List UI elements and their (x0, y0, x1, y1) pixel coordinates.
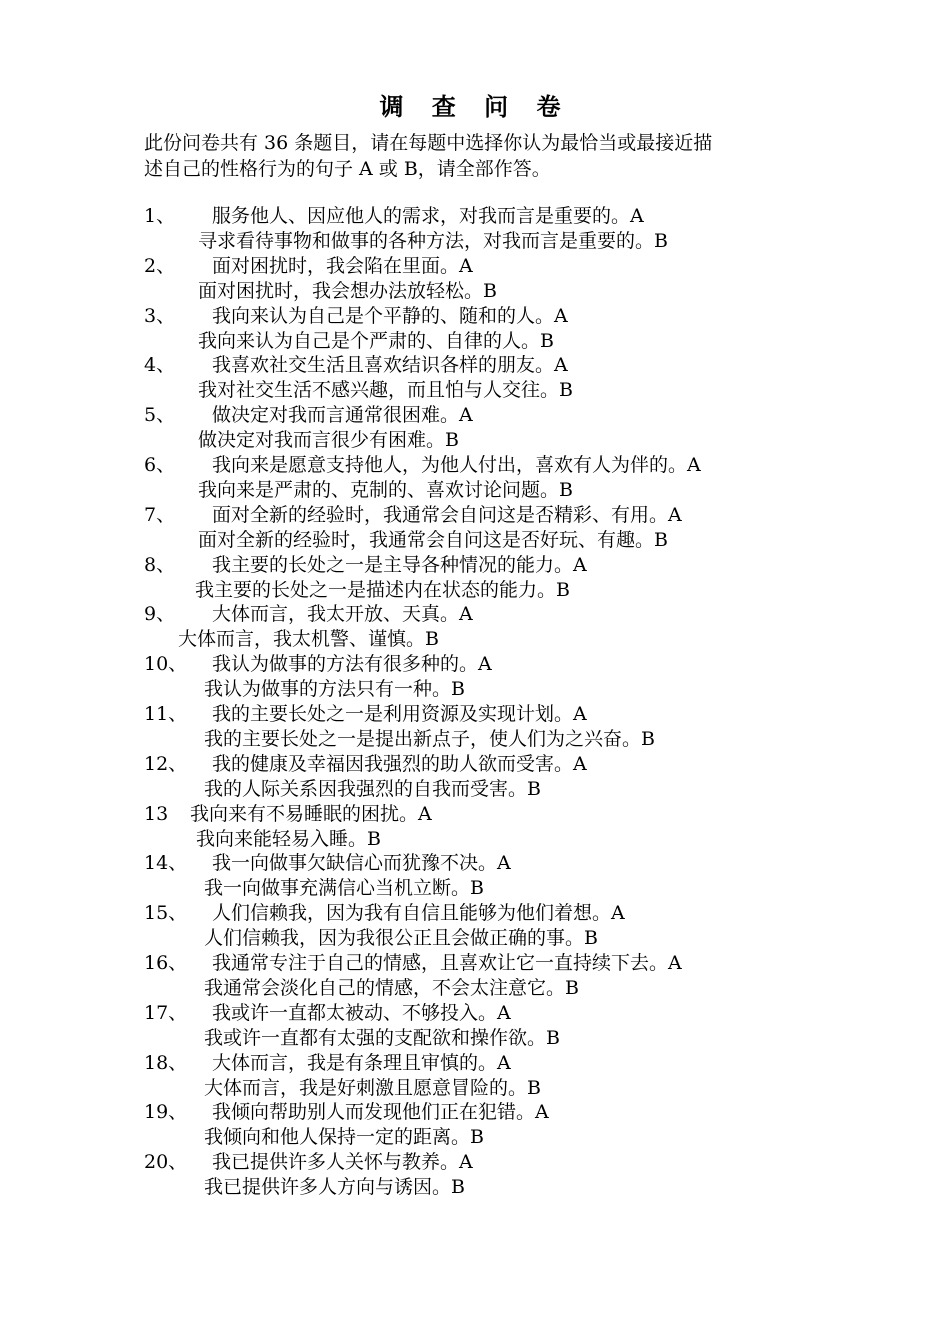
option-b-text: 我的人际关系因我强烈的自我而受害。B (204, 777, 541, 800)
question-number: 1、 (144, 205, 176, 227)
question-number: 17、 (144, 1001, 188, 1024)
option-a-text: 大体而言，我太开放、天真。A (212, 603, 473, 626)
option-a-text: 我倾向帮助别人而发现他们正在犯错。A (212, 1101, 549, 1124)
option-b-text: 我通常会淡化自己的情感，不会太注意它。B (204, 976, 579, 999)
option-a-text: 人们信赖我，因为我有自信且能够为他们着想。A (212, 902, 625, 925)
option-b-text: 我主要的长处之一是描述内在状态的能力。B (195, 578, 570, 601)
option-b-text: 我已提供许多人方向与诱因。B (204, 1176, 465, 1199)
page-title: 调 查 问 卷 (379, 92, 571, 121)
option-b-text: 我向来是严肃的、克制的、喜欢讨论问题。B (198, 478, 573, 501)
instructions (144, 130, 824, 182)
option-b-text: 我对社交生活不感兴趣，而且怕与人交往。B (198, 379, 573, 402)
option-b-text: 我倾向和他人保持一定的距离。B (204, 1126, 484, 1149)
option-b-text: 我向来认为自己是个严肃的、自律的人。B (198, 329, 554, 352)
option-a-text: 我或许一直都太被动、不够投入。A (212, 1001, 511, 1024)
question-number: 20、 (144, 1151, 188, 1174)
option-a-text: 面对困扰时，我会陷在里面。A (212, 254, 473, 277)
question-number: 2、 (144, 254, 176, 277)
option-a-text: 面对全新的经验时，我通常会自问这是否精彩、有用。A (212, 503, 682, 526)
question-number: 9、 (144, 603, 176, 626)
option-b-text: 人们信赖我，因为我很公正且会做正确的事。B (204, 927, 598, 950)
option-a-text: 做决定对我而言通常很困难。A (212, 404, 473, 427)
question-number: 13 (144, 802, 169, 825)
question-number: 11、 (144, 703, 188, 725)
option-b-text: 做决定对我而言很少有困难。B (198, 429, 459, 452)
option-a-text: 我的主要长处之一是利用资源及实现计划。A (212, 703, 587, 725)
option-b-text: 我或许一直都有太强的支配欲和操作欲。B (204, 1026, 560, 1049)
question-number: 6、 (144, 454, 176, 476)
option-a-text: 服务他人、因应他人的需求，对我而言是重要的。A (212, 205, 644, 227)
question-number: 18、 (144, 1051, 188, 1074)
question-number: 15、 (144, 902, 188, 925)
option-a-text: 我的健康及幸福因我强烈的助人欲而受害。A (212, 752, 587, 775)
option-b-text: 我认为做事的方法只有一种。B (204, 678, 465, 701)
question-number: 12、 (144, 752, 188, 775)
option-a-text: 我通常专注于自己的情感，且喜欢让它一直持续下去。A (212, 952, 682, 974)
option-a-text: 我向来认为自己是个平静的、随和的人。A (212, 304, 568, 327)
option-a-text: 我认为做事的方法有很多种的。A (212, 653, 492, 676)
question-number: 19、 (144, 1101, 188, 1124)
question-number: 16、 (144, 952, 188, 974)
option-b-text: 大体而言，我太机警、谨慎。B (178, 628, 439, 651)
option-a-text: 我一向做事欠缺信心而犹豫不决。A (212, 852, 511, 875)
question-number: 14、 (144, 852, 188, 875)
question-number: 7、 (144, 503, 176, 526)
option-a-text: 我主要的长处之一是主导各种情况的能力。A (212, 553, 587, 576)
option-b-text: 我的主要长处之一是提出新点子，使人们为之兴奋。B (204, 727, 655, 750)
option-b-text: 寻求看待事物和做事的各种方法，对我而言是重要的。B (198, 229, 668, 252)
question-number: 10、 (144, 653, 188, 676)
question-number: 4、 (144, 354, 176, 377)
option-a-text: 我向来是愿意支持他人，为他人付出，喜欢有人为伴的。A (212, 454, 701, 476)
option-b-text: 面对困扰时，我会想办法放轻松。B (198, 279, 497, 302)
instructions-line: 述自己的性格行为的句子 A 或 B，请全部作答。 (144, 158, 551, 180)
question-number: 5、 (144, 404, 176, 427)
question-number: 3、 (144, 304, 176, 327)
question-number: 8、 (144, 553, 176, 576)
option-b-text: 面对全新的经验时，我通常会自问这是否好玩、有趣。B (198, 528, 668, 551)
instructions-line: 此份问卷共有 36 条题目，请在每题中选择你认为最恰当或最接近描 (144, 132, 713, 154)
option-a-text: 大体而言，我是有条理且审慎的。A (212, 1051, 511, 1074)
option-b-text: 我一向做事充满信心当机立断。B (204, 877, 484, 900)
option-b-text: 大体而言，我是好刺激且愿意冒险的。B (204, 1076, 541, 1099)
option-a-text: 我向来有不易睡眠的困扰。A (190, 802, 432, 825)
option-b-text: 我向来能轻易入睡。B (196, 827, 381, 850)
option-a-text: 我已提供许多人关怀与教养。A (212, 1151, 473, 1174)
option-a-text: 我喜欢社交生活且喜欢结识各样的朋友。A (212, 354, 568, 377)
